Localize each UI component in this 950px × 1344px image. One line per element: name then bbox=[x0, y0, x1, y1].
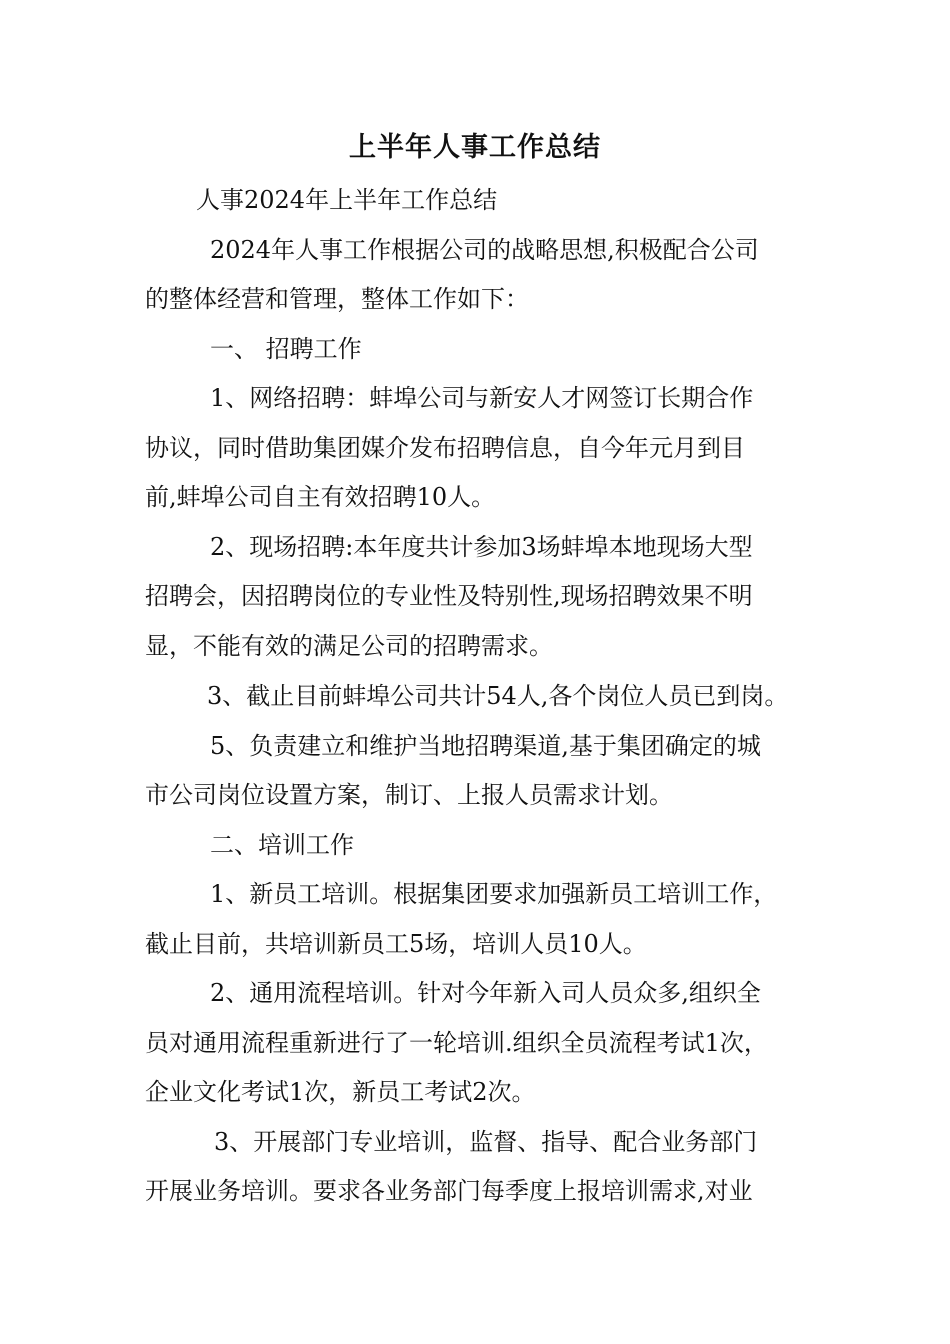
paragraph-line: 显，不能有效的满足公司的招聘需求。 bbox=[145, 632, 553, 660]
paragraph-line: 企业文化考试1次，新员工考试2次。 bbox=[145, 1078, 536, 1106]
paragraph-line: 1、网络招聘：蚌埠公司与新安人才网签订长期合作 bbox=[210, 384, 754, 412]
paragraph-line: 2、现场招聘:本年度共计参加3场蚌埠本地现场大型 bbox=[210, 533, 753, 561]
paragraph-line: 2、通用流程培训。针对今年新入司人员众多,组织全 bbox=[210, 979, 761, 1007]
paragraph-line: 开展业务培训。要求各业务部门每季度上报培训需求,对业 bbox=[145, 1177, 753, 1205]
paragraph-line: 3、开展部门专业培训，监督、指导、配合业务部门 bbox=[214, 1128, 758, 1156]
paragraph-line: 5、负责建立和维护当地招聘渠道,基于集团确定的城 bbox=[210, 732, 761, 760]
paragraph-line: 3、截止目前蚌埠公司共计54人,各个岗位人员已到岗。 bbox=[207, 682, 789, 710]
paragraph-line: 2024年人事工作根据公司的战略思想,积极配合公司 bbox=[210, 236, 759, 264]
paragraph-line: 协议，同时借助集团媒介发布招聘信息，自今年元月到目 bbox=[145, 434, 745, 462]
document-title: 上半年人事工作总结 bbox=[349, 132, 601, 163]
paragraph-line: 前,蚌埠公司自主有效招聘10人。 bbox=[145, 483, 496, 511]
paragraph-line: 员对通用流程重新进行了一轮培训.组织全员流程考试1次， bbox=[145, 1029, 768, 1057]
paragraph-line: 的整体经营和管理，整体工作如下： bbox=[145, 285, 529, 313]
section-heading: 一、 招聘工作 bbox=[210, 335, 362, 363]
subtitle-line: 人事2024年上半年工作总结 bbox=[196, 186, 498, 214]
paragraph-line: 招聘会，因招聘岗位的专业性及特别性,现场招聘效果不明 bbox=[145, 582, 753, 610]
paragraph-line: 市公司岗位设置方案，制订、上报人员需求计划。 bbox=[145, 781, 673, 809]
paragraph-line: 截止目前，共培训新员工5场，培训人员10人。 bbox=[145, 930, 647, 958]
paragraph-line: 1、新员工培训。根据集团要求加强新员工培训工作， bbox=[210, 880, 778, 908]
section-heading: 二、培训工作 bbox=[210, 831, 354, 859]
